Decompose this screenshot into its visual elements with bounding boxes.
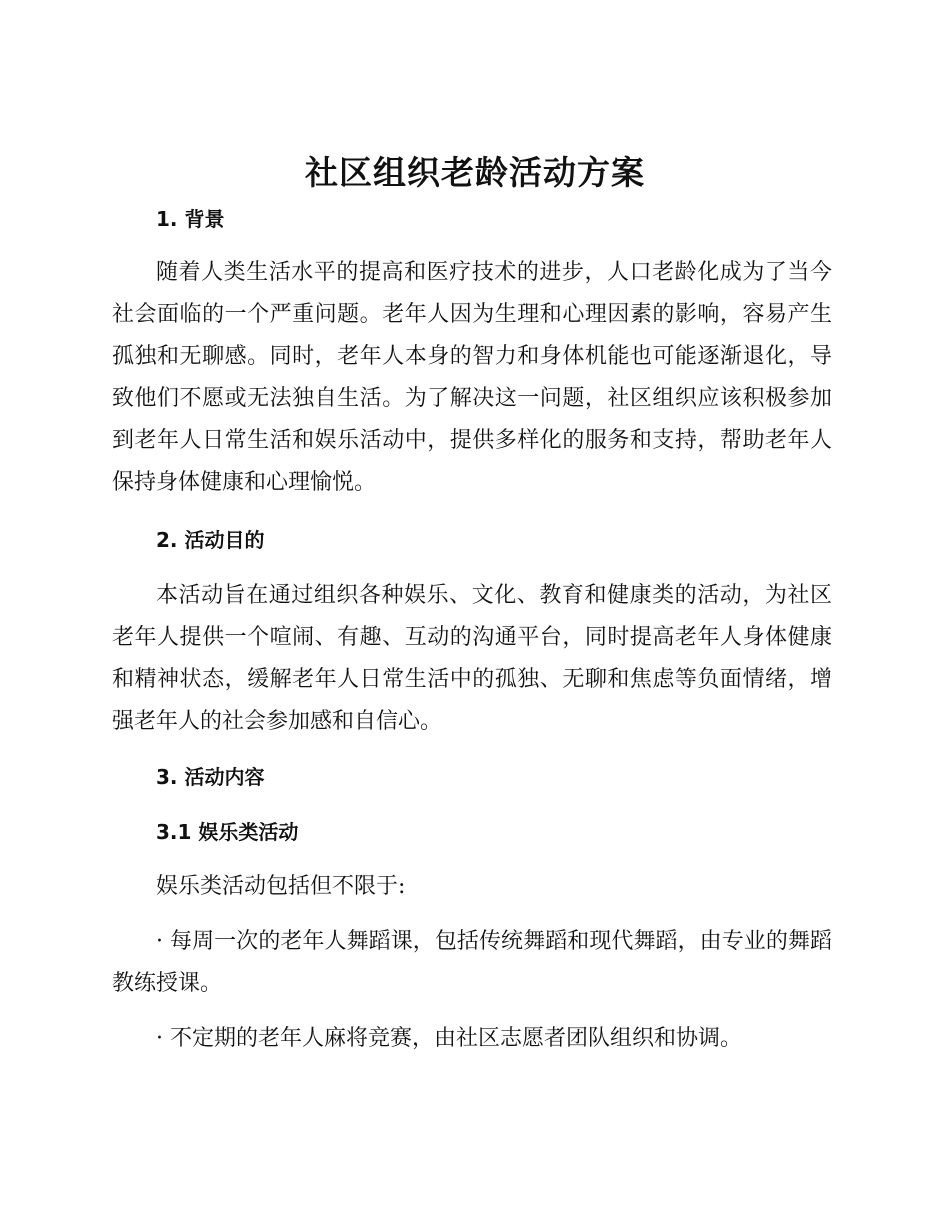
section-heading-content: 3. 活动内容 <box>156 765 265 789</box>
document-title: 社区组织老龄活动方案 <box>305 153 645 192</box>
section-heading-purpose: 2. 活动目的 <box>156 528 265 552</box>
list-item: · 每周一次的老年人舞蹈课，包括传统舞蹈和现代舞蹈，由专业的舞蹈教练授课。 <box>112 929 832 996</box>
section-heading-background: 1. 背景 <box>156 207 225 231</box>
purpose-paragraph: 本活动旨在通过组织各种娱乐、文化、教育和健康类的活动，为社区老年人提供一个喧闹、有趣、互动的沟通平台，同时提高老年人身体健康和精神状态，缓解老年人日常生活中的孤独、无聊和焦虑等负面情绪，增强老年人的社会参加感和自信心。 <box>112 583 832 734</box>
entertainment-intro: 娱乐类活动包括但不限于: <box>156 874 406 899</box>
background-paragraph: 随着人类生活水平的提高和医疗技术的进步，人口老龄化成为了当今社会面临的一个严重问题。老年人因为生理和心理因素的影响，容易产生孤独和无聊感。同时，老年人本身的智力和身体机能也可能逐渐退化，导致他们不愿或无法独自生活。为了解决这一问题，社区组织应该积极参加到老年人日常生活和娱乐活动中，提供多样化的服务和支持，帮助老年人保持身体健康和心理愉悦。 <box>112 260 832 495</box>
list-item: · 不定期的老年人麻将竞赛，由社区志愿者团队组织和协调。 <box>156 1026 742 1051</box>
section-heading-entertainment: 3.1 娱乐类活动 <box>156 820 299 844</box>
